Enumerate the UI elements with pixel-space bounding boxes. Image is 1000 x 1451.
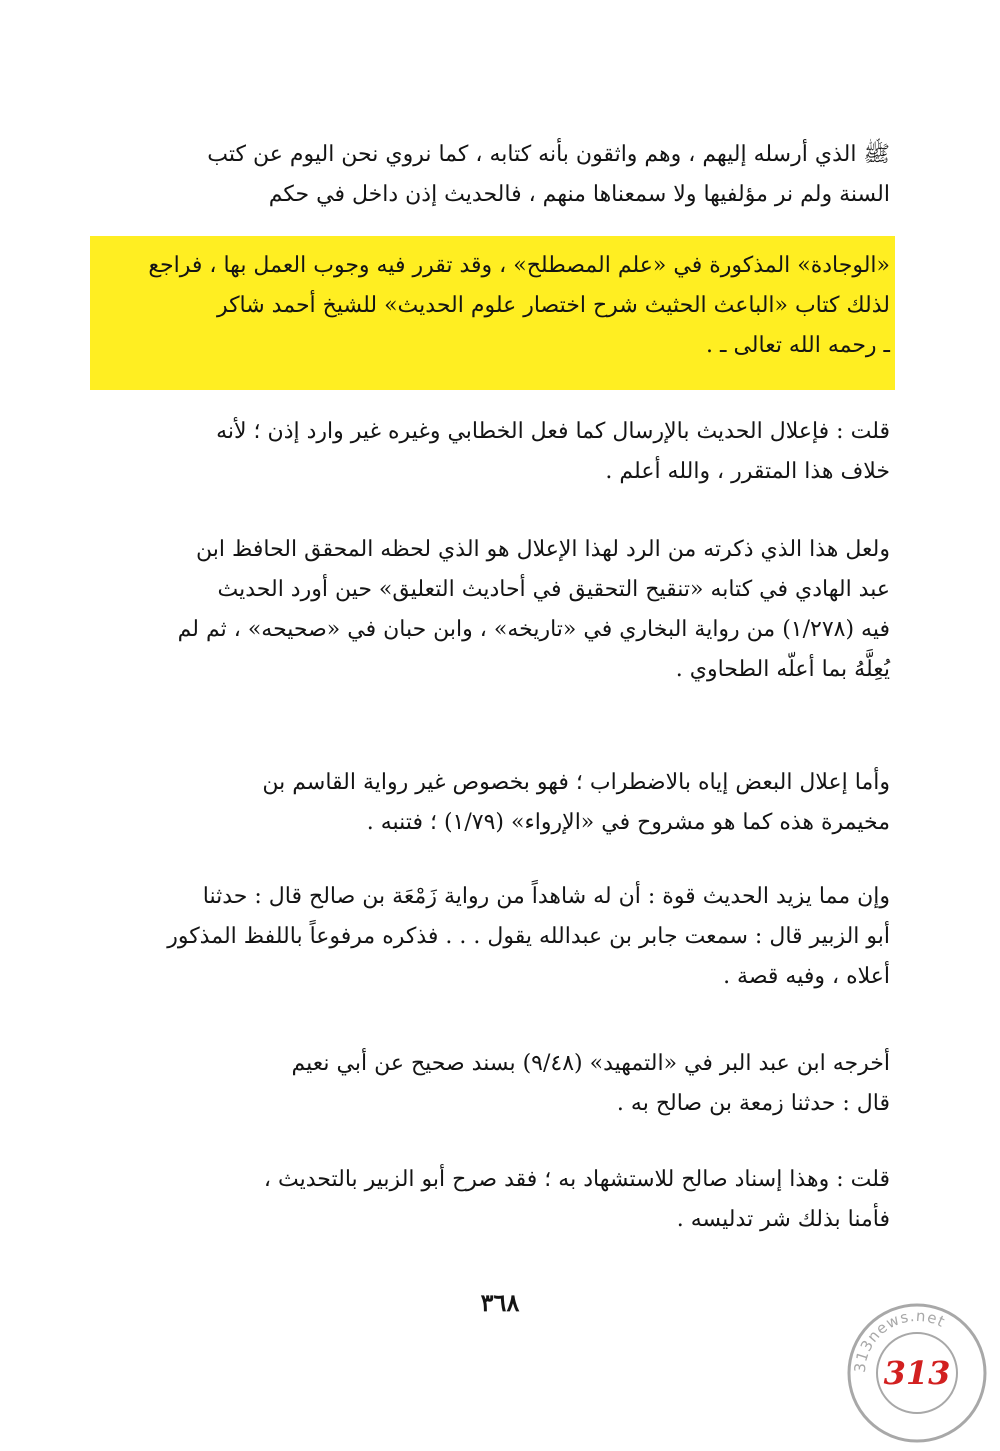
paragraph-idtirab xyxy=(120,763,890,843)
text-line: ولعل هذا الذي ذكرته من الرد لهذا الإعلال هو الذي لحظه المحقق الحافظ ابن xyxy=(196,537,890,562)
paragraph-shahid xyxy=(120,877,890,997)
text-line: أخرجه ابن عبد البر في «التمهيد» (٩/٤٨) بسند صحيح عن أبي نعيم xyxy=(291,1051,890,1076)
text-line: مخيمرة هذه كما هو مشروح في «الإرواء» (١/٧٩) ؛ فتنبه . xyxy=(366,810,890,835)
text-line: وإن مما يزيد الحديث قوة : أن له شاهداً من رواية زَمْعَة بن صالح قال : حدثنا xyxy=(202,884,890,909)
text-line: أعلاه ، وفيه قصة . xyxy=(723,964,890,989)
paragraph-takhrij xyxy=(120,1044,890,1124)
watermark-ring-text: 313news.net xyxy=(850,1306,949,1374)
text-line: ﷺ الذي أرسله إليهم ، وهم واثقون بأنه كتابه ، كما نروي نحن اليوم عن كتب xyxy=(207,142,890,167)
page-number: ٣٦٨ xyxy=(480,1288,520,1317)
text-line: وأما إعلال البعض إياه بالاضطراب ؛ فهو بخصوص غير رواية القاسم بن xyxy=(262,770,890,795)
text-line: لذلك كتاب «الباعث الحثيث شرح اختصار علوم الحديث» للشيخ أحمد شاكر xyxy=(216,293,890,318)
paragraph-continuation xyxy=(120,135,890,215)
text-line: خلاف هذا المتقرر ، والله أعلم . xyxy=(605,459,890,484)
text-line: قال : حدثنا زمعة بن صالح به . xyxy=(616,1091,890,1116)
text-line: فأمنا بذلك شر تدليسه . xyxy=(676,1207,890,1232)
text-line: «الوجادة» المذكورة في «علم المصطلح» ، وقد تقرر فيه وجوب العمل بها ، فراجع xyxy=(148,253,890,278)
text-line: قلت : فإعلال الحديث بالإرسال كما فعل الخطابي وغيره غير وارد إذن ؛ لأنه xyxy=(216,419,890,444)
text-line: السنة ولم نر مؤلفيها ولا سمعناها منهم ، فالحديث إذن داخل في حكم xyxy=(268,182,890,207)
text-line: عبد الهادي في كتابه «تنقيح التحقيق في أحاديث التعليق» حين أورد الحديث xyxy=(217,577,890,602)
paragraph-qult-1 xyxy=(120,412,890,492)
text-line: فيه (١/٢٧٨) من رواية البخاري في «تاريخه» ، وابن حبان في «صحيحه» ، ثم لم xyxy=(177,617,890,642)
text-line: أبو الزبير قال : سمعت جابر بن عبدالله يقول . . . فذكره مرفوعاً باللفظ المذكور xyxy=(167,924,890,949)
text-line: قلت : وهذا إسناد صالح للاستشهاد به ؛ فقد صرح أبو الزبير بالتحديث ، xyxy=(263,1167,890,1192)
text-line: ـ رحمه الله تعالى ـ . xyxy=(706,333,890,358)
paragraph-ibn-abd-al-hadi xyxy=(120,530,890,690)
watermark-logo xyxy=(842,1298,992,1448)
watermark-number: 313 xyxy=(883,1354,951,1392)
paragraph-qult-2 xyxy=(120,1160,890,1240)
highlighted-paragraph xyxy=(120,246,890,366)
text-line: يُعِلَّهُ بما أعلّه الطحاوي . xyxy=(675,657,890,682)
